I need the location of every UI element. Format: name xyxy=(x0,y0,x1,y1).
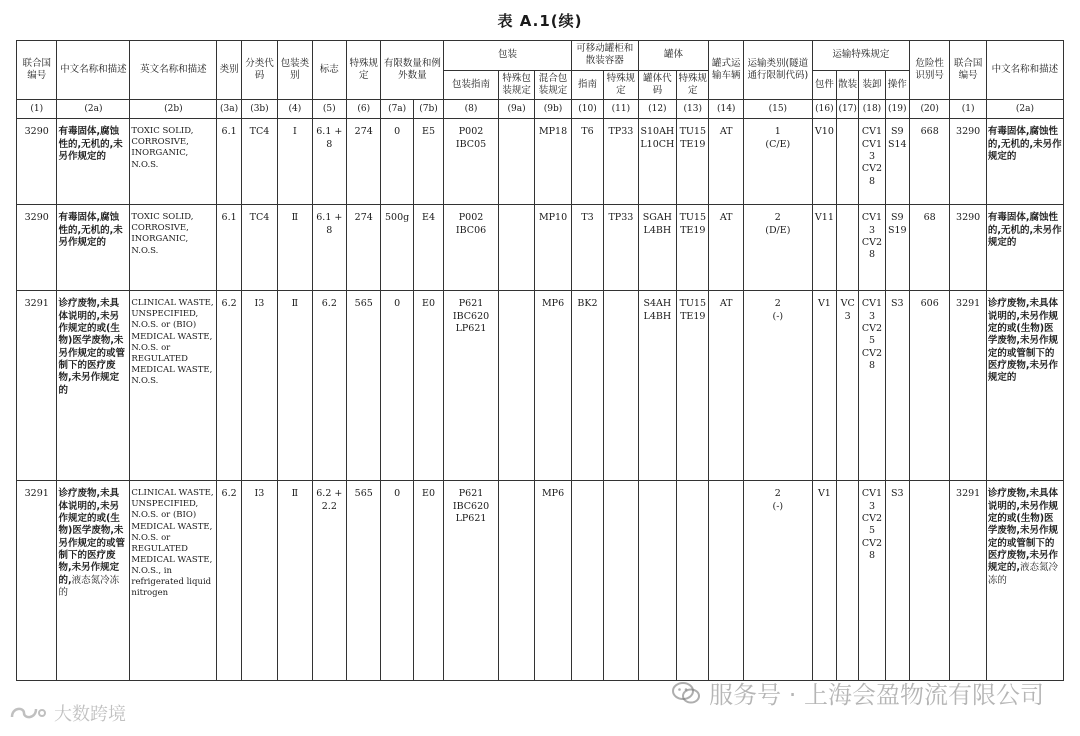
header-class-code: 分类代码 xyxy=(241,41,277,100)
cell-bulk: VC3 xyxy=(837,291,859,481)
col-num: (13) xyxy=(677,100,709,119)
header-portable-instructions: 指南 xyxy=(571,70,603,100)
cell-un: 3291 xyxy=(17,291,57,481)
header-packing-group: 包装类别 xyxy=(278,41,312,100)
cell-mixed: MP10 xyxy=(535,205,571,291)
cell-special-packing xyxy=(498,205,534,291)
col-num: (14) xyxy=(709,100,743,119)
cell-class-code: I3 xyxy=(241,291,277,481)
cell-class: 6.2 xyxy=(217,291,241,481)
cell-special-packing xyxy=(498,291,534,481)
cell-packing-instr: P002 IBC05 xyxy=(444,119,499,205)
cell-name-zh: 有毒固体,腐蚀性的,无机的,未另作规定的 xyxy=(57,119,130,205)
cell-labels: 6.2 + 2.2 xyxy=(312,481,346,681)
corner-logo-icon xyxy=(8,703,48,723)
header-mixed-packing: 混合包装规定 xyxy=(535,70,571,100)
cell-name-zh: 有毒固体,腐蚀性的,无机的,未另作规定的 xyxy=(57,205,130,291)
cell-special: 274 xyxy=(347,205,381,291)
table-row xyxy=(17,205,1064,291)
cell-tank-special: TU15 TE19 xyxy=(677,205,709,291)
table-title: 表 A.1(续) xyxy=(497,12,583,30)
cell-un-right: 3290 xyxy=(950,205,986,291)
cell-transport-category xyxy=(743,481,812,681)
cell-mixed: MP18 xyxy=(535,119,571,205)
col-num: (9b) xyxy=(535,100,571,119)
header-packing-instructions: 包装指南 xyxy=(444,70,499,100)
cell-name-en: CLINICAL WASTE, UNSPECIFIED, N.O.S. or (BIO) MEDICAL WASTE, N.O.S. or REGULATED MEDICAL WASTE, N.O.S., in refrigerated liquid nitrogen xyxy=(130,481,217,681)
cell-packages: V11 xyxy=(812,205,836,291)
cell-class-code: I3 xyxy=(241,481,277,681)
col-num: (9a) xyxy=(498,100,534,119)
name-zh-right-main: 诊疗废物,未具体说明的,未另作规定的或(生物)医学废物,未另作规定的或管制下的医疗废物,未另作规定的, xyxy=(987,488,1058,574)
col-num: (2a) xyxy=(986,100,1063,119)
cell-labels: 6.1 + 8 xyxy=(312,205,346,291)
name-zh-main: 诊疗废物,未具体说明的,未另作规定的或(生物)医学废物,未另作规定的或管制下的医疗废物,未另作规定的, xyxy=(58,488,125,586)
cell-tank-code: S10AH L10CH xyxy=(638,119,676,205)
cell-special-packing xyxy=(498,481,534,681)
cell-excepted-qty: E4 xyxy=(413,205,443,291)
col-num: (8) xyxy=(444,100,499,119)
col-num: (12) xyxy=(638,100,676,119)
watermark xyxy=(671,675,1044,710)
cell-bulk xyxy=(837,205,859,291)
cell-labels: 6.2 xyxy=(312,291,346,481)
cell-name-zh-right: 有毒固体,腐蚀性的,无机的,未另作规定的 xyxy=(986,119,1063,205)
col-num: (11) xyxy=(604,100,638,119)
transport-cat-value: 2 xyxy=(774,298,781,310)
col-num: (4) xyxy=(278,100,312,119)
cell-name-zh-right: 诊疗废物,未具体说明的,未另作规定的或(生物)医学废物,未另作规定的或管制下的医疗废物,未另作规定的 xyxy=(986,291,1063,481)
cell-tank-special: TU15 TE19 xyxy=(677,291,709,481)
cell-portable-instr: T6 xyxy=(571,119,603,205)
cell-class-code: TC4 xyxy=(241,205,277,291)
name-zh-tail: 液态氮冷冻的 xyxy=(58,574,120,599)
cell-name-en: TOXIC SOLID, CORROSIVE, INORGANIC, N.O.S. xyxy=(130,119,217,205)
cell-loading: CV1 CV13 CV28 xyxy=(859,119,885,205)
col-num: (1) xyxy=(17,100,57,119)
cell-portable-special xyxy=(604,481,638,681)
cell-transport-category xyxy=(743,119,812,205)
cell-portable-instr: T3 xyxy=(571,205,603,291)
table-row xyxy=(17,119,1064,205)
header-portable-tanks: 可移动罐柜和散装容器 xyxy=(571,41,638,71)
header-transport-special: 运输特殊规定 xyxy=(812,41,909,71)
tunnel-code: (C/E) xyxy=(765,138,791,150)
header-special-provisions: 特殊规定 xyxy=(347,41,381,100)
cell-operation: S3 xyxy=(885,291,909,481)
cell-class: 6.1 xyxy=(217,205,241,291)
cell-packages: V1 xyxy=(812,291,836,481)
cell-operation: S9 S19 xyxy=(885,205,909,291)
cell-name-en: TOXIC SOLID, CORROSIVE, INORGANIC, N.O.S. xyxy=(130,205,217,291)
col-num: (16) xyxy=(812,100,836,119)
cell-packing-group: Ⅱ xyxy=(278,481,312,681)
tunnel-code: (-) xyxy=(772,310,784,322)
cell-un-right: 3291 xyxy=(950,291,986,481)
cell-special: 274 xyxy=(347,119,381,205)
col-num: (19) xyxy=(885,100,909,119)
cell-portable-instr: BK2 xyxy=(571,291,603,481)
col-num: (20) xyxy=(909,100,949,119)
header-packaging: 包装 xyxy=(444,41,572,71)
col-num: (1) xyxy=(950,100,986,119)
cell-operation: S3 xyxy=(885,481,909,681)
col-num: (3a) xyxy=(217,100,241,119)
cell-packages: V1 xyxy=(812,481,836,681)
cell-mixed: MP6 xyxy=(535,481,571,681)
dangerous-goods-table xyxy=(16,40,1064,681)
col-num: (15) xyxy=(743,100,812,119)
cell-transport-category xyxy=(743,205,812,291)
header-un-no: 联合国编号 xyxy=(17,41,57,100)
cell-hazard-id: 606 xyxy=(909,291,949,481)
header-transport-category: 运输类别(隧道通行限制代码) xyxy=(743,41,812,100)
cell-portable-special: TP33 xyxy=(604,119,638,205)
cell-mixed: MP6 xyxy=(535,291,571,481)
cell-un: 3290 xyxy=(17,119,57,205)
col-num: (2b) xyxy=(130,100,217,119)
header-limited-quantities: 有限数量和例外数量 xyxy=(381,41,444,100)
cell-un-right: 3291 xyxy=(950,481,986,681)
header-loading: 装卸 xyxy=(859,70,885,100)
cell-operation: S9 S14 xyxy=(885,119,909,205)
cell-name-en: CLINICAL WASTE, UNSPECIFIED, N.O.S. or (BIO) MEDICAL WASTE, N.O.S. or REGULATED MEDICAL WASTE, N.O.S. xyxy=(130,291,217,481)
cell-portable-instr xyxy=(571,481,603,681)
cell-class-code: TC4 xyxy=(241,119,277,205)
header-tank-code: 罐体代码 xyxy=(638,70,676,100)
cell-un: 3291 xyxy=(17,481,57,681)
header-operation: 操作 xyxy=(885,70,909,100)
cell-un-right: 3290 xyxy=(950,119,986,205)
cell-un: 3290 xyxy=(17,205,57,291)
header-name-zh: 中文名称和描述 xyxy=(57,41,130,100)
header-name-en: 英文名称和描述 xyxy=(130,41,217,100)
cell-hazard-id xyxy=(909,481,949,681)
cell-loading: CV13 CV28 xyxy=(859,205,885,291)
table-row xyxy=(17,481,1064,681)
cell-special: 565 xyxy=(347,481,381,681)
cell-bulk xyxy=(837,481,859,681)
col-num: (17) xyxy=(837,100,859,119)
table-body xyxy=(17,119,1064,681)
cell-labels: 6.1 + 8 xyxy=(312,119,346,205)
header-un-no-right: 联合国编号 xyxy=(950,41,986,100)
column-number-row xyxy=(17,100,1064,119)
cell-name-zh: 诊疗废物,未具体说明的,未另作规定的或(生物)医学废物,未另作规定的或管制下的医疗废物,未另作规定的 xyxy=(57,291,130,481)
cell-excepted-qty: E0 xyxy=(413,291,443,481)
cell-tank-special xyxy=(677,481,709,681)
header-tank-vehicle: 罐式运输车辆 xyxy=(709,41,743,100)
col-num: (5) xyxy=(312,100,346,119)
cell-limited-qty: 0 xyxy=(381,119,413,205)
col-num: (7a) xyxy=(381,100,413,119)
header-hazard-id: 危险性识别号 xyxy=(909,41,949,100)
transport-cat-value: 1 xyxy=(774,126,781,138)
cell-portable-special xyxy=(604,291,638,481)
cell-packing-group: Ⅱ xyxy=(278,291,312,481)
col-num: (10) xyxy=(571,100,603,119)
cell-tank-code: S4AH L4BH xyxy=(638,291,676,481)
header-name-zh-right: 中文名称和描述 xyxy=(986,41,1063,100)
header-class: 类别 xyxy=(217,41,241,100)
col-num: (3b) xyxy=(241,100,277,119)
cell-limited-qty: 500g xyxy=(381,205,413,291)
cell-vehicle: AT xyxy=(709,205,743,291)
cell-portable-special: TP33 xyxy=(604,205,638,291)
cell-tank-code: SGAH L4BH xyxy=(638,205,676,291)
col-num: (6) xyxy=(347,100,381,119)
cell-tank-special: TU15 TE19 xyxy=(677,119,709,205)
cell-hazard-id: 668 xyxy=(909,119,949,205)
col-num: (7b) xyxy=(413,100,443,119)
cell-name-zh-right xyxy=(986,481,1063,681)
cell-excepted-qty: E5 xyxy=(413,119,443,205)
cell-limited-qty: 0 xyxy=(381,481,413,681)
cell-special-packing xyxy=(498,119,534,205)
table-header xyxy=(17,41,1064,119)
col-num: (18) xyxy=(859,100,885,119)
cell-vehicle: AT xyxy=(709,119,743,205)
header-bulk: 散装 xyxy=(837,70,859,100)
cell-loading: CV13 CV25 CV28 xyxy=(859,291,885,481)
col-num: (2a) xyxy=(57,100,130,119)
header-labels: 标志 xyxy=(312,41,346,100)
header-portable-special: 特殊规定 xyxy=(604,70,638,100)
cell-class: 6.2 xyxy=(217,481,241,681)
header-special-packing: 特殊包装规定 xyxy=(498,70,534,100)
table-row xyxy=(17,291,1064,481)
cell-packing-instr: P621 IBC620 LP621 xyxy=(444,481,499,681)
cell-packing-instr: P002 IBC06 xyxy=(444,205,499,291)
cell-transport-category xyxy=(743,291,812,481)
cell-tank-code xyxy=(638,481,676,681)
cell-vehicle: AT xyxy=(709,291,743,481)
name-zh-right-tail: 液态氮冷冻的 xyxy=(987,562,1058,586)
cell-packages: V10 xyxy=(812,119,836,205)
corner-mark-text: 大数跨境 xyxy=(54,704,126,725)
cell-name-zh xyxy=(57,481,130,681)
cell-hazard-id: 68 xyxy=(909,205,949,291)
cell-packing-instr: P621 IBC620 LP621 xyxy=(444,291,499,481)
cell-packing-group: Ⅰ xyxy=(278,119,312,205)
cell-excepted-qty: E0 xyxy=(413,481,443,681)
transport-cat-value: 2 xyxy=(774,488,781,500)
cell-special: 565 xyxy=(347,291,381,481)
cell-loading: CV13 CV25 CV28 xyxy=(859,481,885,681)
header-packages: 包件 xyxy=(812,70,836,100)
cell-limited-qty: 0 xyxy=(381,291,413,481)
cell-packing-group: Ⅱ xyxy=(278,205,312,291)
watermark-text: 服务号 · 上海会盈物流有限公司 xyxy=(709,681,1044,709)
wechat-icon xyxy=(671,681,701,705)
header-tank: 罐体 xyxy=(638,41,709,71)
tunnel-code: (D/E) xyxy=(765,224,791,236)
cell-class: 6.1 xyxy=(217,119,241,205)
cell-bulk xyxy=(837,119,859,205)
corner-mark xyxy=(8,700,126,726)
cell-name-zh-right: 有毒固体,腐蚀性的,无机的,未另作规定的 xyxy=(986,205,1063,291)
tunnel-code: (-) xyxy=(772,500,784,512)
header-tank-special: 特殊规定 xyxy=(677,70,709,100)
cell-vehicle xyxy=(709,481,743,681)
transport-cat-value: 2 xyxy=(774,212,781,224)
